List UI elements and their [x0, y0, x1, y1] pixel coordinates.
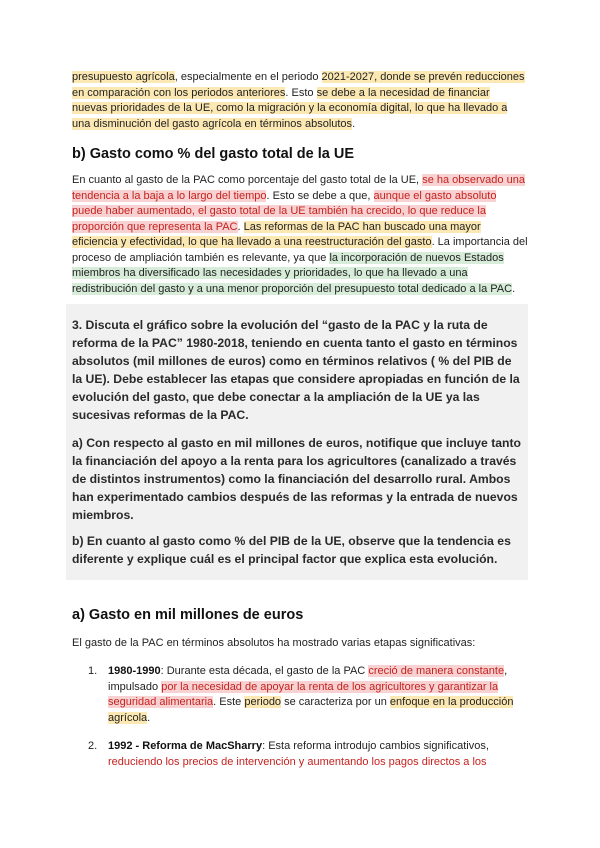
highlight-green: la incorporación de nuevos Estados miembros ha diversificado las necesidades y prioridades, lo que ha llevado a una redistribución del gasto y a una menor proporción del presupuesto total dedicado a la PAC [72, 251, 513, 295]
plain-text: . La importancia del proceso de ampliación también es relevante, ya que [72, 236, 528, 264]
highlight-yellow: presupuesto agrícola [72, 71, 175, 83]
highlight-yellow: periodo [244, 696, 282, 708]
highlight-yellow: se debe a la necesidad de financiar nuevas prioridades de la UE, como la migración y la economía digital, lo que ha llevado a una disminución del gasto agrícola en términos absolutos [72, 86, 508, 130]
list-item [108, 739, 528, 770]
question-3b: b) En cuanto al gasto como % del PIB de la UE, observe que la tendencia es diferente y explique cuál es el principal factor que explica esta evolución. [72, 534, 511, 566]
paragraph-budget-context [72, 70, 528, 132]
plain-text: . [237, 220, 244, 233]
list-item-title: 1980-1990 [108, 665, 161, 677]
list-number: 2. [88, 740, 98, 752]
list-item [108, 664, 528, 726]
highlight-red: por la necesidad de apoyar la renta de los agricultores y garantizar la seguridad alimentaria [108, 680, 499, 708]
plain-text: . [147, 711, 151, 724]
highlight-red: creció de manera constante [368, 665, 505, 677]
highlight-red: aunque el gasto absoluto puede haber aumentado, el gasto total de la UE también ha crecido, lo que reduce la proporción que representa la PAC [72, 189, 497, 233]
plain-text: se caracteriza por un [281, 696, 390, 708]
section-heading-a: a) Gasto en mil millones de euros [72, 607, 304, 623]
highlight-yellow: Las reformas de la PAC han buscado una mayor eficiencia y efectividad, lo que ha llevado a una reestructuración del gasto [72, 220, 481, 248]
section-heading-b: b) Gasto como % del gasto total de la UE [72, 146, 354, 162]
question-3a: a) Con respecto al gasto en mil millones de euros, notifique que incluye tanto la financiación del apoyo a la renta para los agricultores (canalizado a través de distintos instrumentos) como la financiación del desarrollo rural. Ambos han experimentado cambios después de las reformas y la entrada de nuevos miembros. [72, 436, 521, 522]
plain-text: . Esto [285, 86, 317, 99]
red-text: reduciendo los precios de intervención y aumentando los pagos directos a los [108, 755, 487, 768]
plain-text: , impulsado [108, 665, 508, 693]
highlight-yellow: 2021-2027, donde se prevén reducciones en comparación con los periodos anteriores [72, 71, 525, 99]
paragraph-percent-total [72, 173, 528, 297]
plain-text: . Esto se debe a que, [266, 189, 374, 202]
plain-text: . Este [213, 696, 245, 708]
highlight-red: se ha observado una tendencia a la baja a lo largo del tiempo [72, 174, 525, 202]
plain-text: . [352, 117, 356, 130]
plain-text: : Esta reforma introdujo cambios significativos, [262, 740, 489, 752]
list-item-title: 1992 - Reforma de MacSharry [108, 740, 263, 752]
plain-text: : Durante esta década, el gasto de la PAC [160, 665, 369, 677]
paragraph-absolute-intro: El gasto de la PAC en términos absolutos ha mostrado varias etapas significativas: [72, 637, 476, 649]
list-number: 1. [88, 665, 98, 677]
question-3: 3. Discuta el gráfico sobre la evolución del “gasto de la PAC y la ruta de reforma de la PAC” 1980-2018, teniendo en cuenta tanto el gasto en términos absolutos (mil millones de euros) como en términos relativos ( % del PIB de la UE). Debe establecer las etapas que considere apropiadas en función de la evolución del gasto, que debe conectar a la ampliación de la UE ya las sucesivas reformas de la PAC. [72, 318, 520, 422]
plain-text: En cuanto al gasto de la PAC como porcentaje del gasto total de la UE, [72, 174, 423, 186]
plain-text: , especialmente en el periodo [174, 71, 322, 83]
plain-text: . [512, 282, 516, 295]
highlight-yellow: enfoque en la producción agrícola [108, 696, 514, 724]
